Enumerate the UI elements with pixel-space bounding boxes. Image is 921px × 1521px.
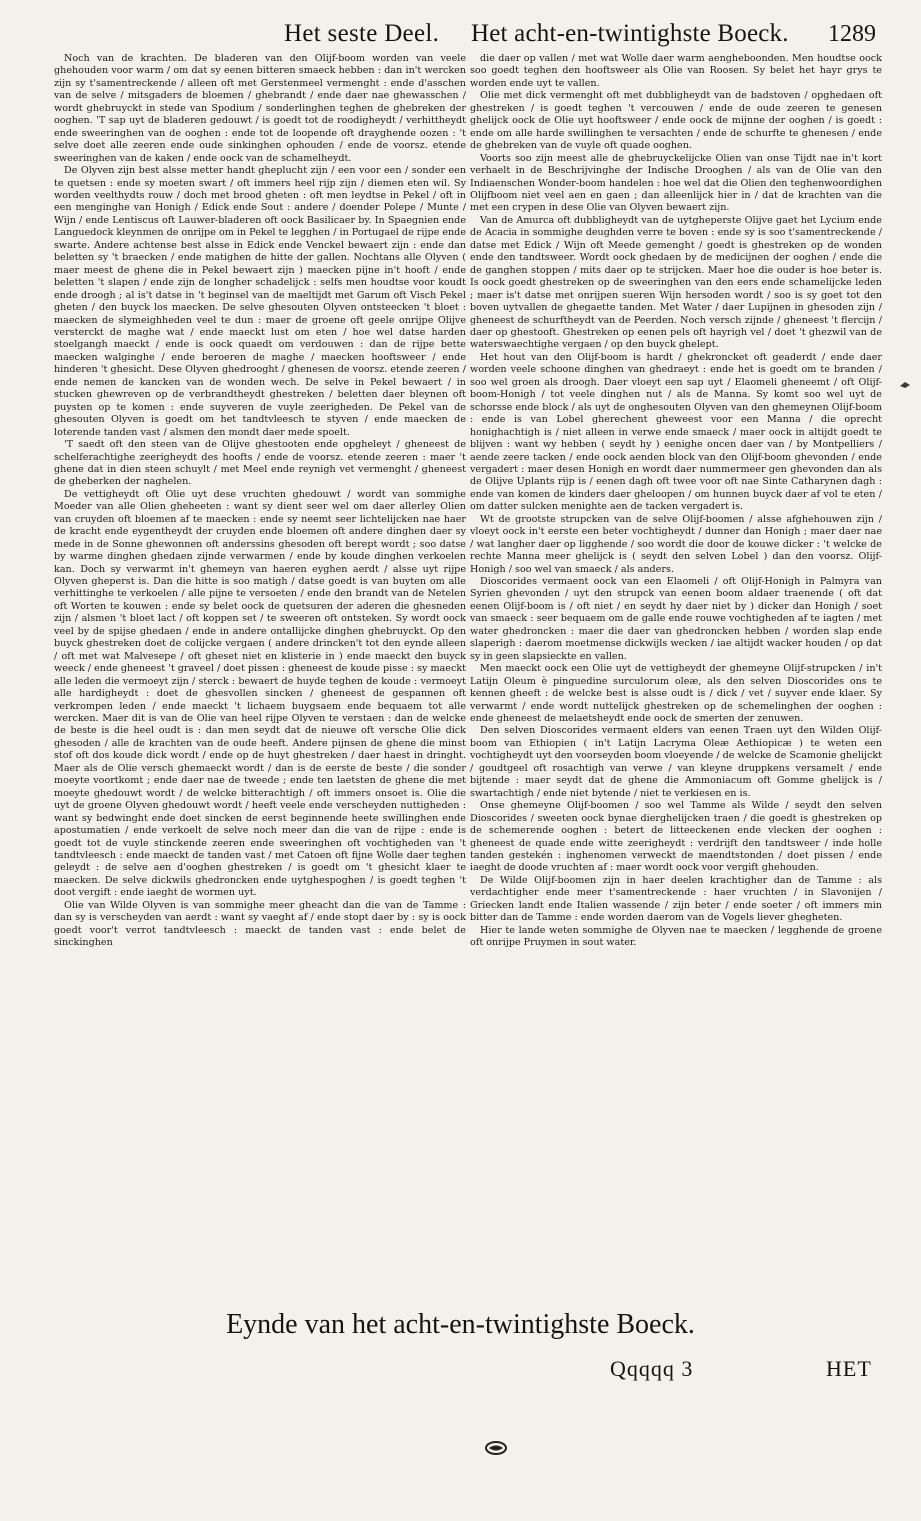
paragraph: Olie met dick vermenght oft met dubbligheydt van de badstoven / opghedaen oft ghestreken / is goedt teghen 't vercouwen / ende de oude zeeren te genesen ghelijck oock de Olie uyt hooftsweer / ende oock de mijnne der ooghen / is goedt : ende om alle harde swillinghen te versachten / ende de schurfte te ghenesen / ende de ghebreken van de vuyle oft quade ooghen. xyxy=(470,90,882,152)
margin-ink-mark-icon xyxy=(898,378,912,392)
header-part-title: Het seste Deel. xyxy=(284,20,440,47)
paragraph: Dioscorides vermaent oock van een Elaomeli / oft Olijf-Honigh in Palmyra van Syrien ghevonden / uyt den strupck van eenen boom aldaer traenende ( oft dat eenen Olijf-boom is / oft niet / en seydt hy daer niet by ) dicker dan Honigh / soet van smaeck : seer bequaem om de galle ende rouwe vochtigheden af te iagten / met water ghedroncken : maer die daer van ghedroncken hebben / worden slap ende slaperigh : daerom moetmense dickwijls wecken / iae altijdt wacker houden / op dat sy in geen slapsieckte en vallen. xyxy=(470,576,882,662)
paragraph: Hier te lande weten sommighe de Olyven nae te maecken / legghende de groene oft onrijpe Pruymen in sout water. xyxy=(470,924,882,949)
paragraph: Voorts soo zijn meest alle de ghebruyckelijcke Olien van onse Tijdt nae in't kort verhaelt in de Beschrijvinghe der Indische Drooghen / als van de Olie van den Indiaenschen Wonder-boom handelen : hoe wel dat die Olien den teghenwoordighen Olijfboom niet veel aen en gaen ; dan alleenlijck hier in / dat de krachten van die met een crypen in dese Olie van Olyven bewaert zijn. xyxy=(470,152,882,214)
paragraph: Men maeckt oock een Olie uyt de vettigheydt der ghemeyne Olijf-strupcken / in't Latijn Oleum è pinguedine surculorum oleæ, als den selven Dioscorides ons te kennen gheeft : de welcke best is alsse oudt is / dick / vet / suyver ende klaer. Sy verwarmt / ende wordt nuttelijck ghestreken op de schemelinghen der ooghen : ende gheneest de melaetsheydt ende oock de smerten der zenuwen. xyxy=(470,663,882,725)
paragraph: Noch van de krachten. De bladeren van den Olijf-boom worden van veele ghehouden voor warm / om dat sy eenen bitteren smaeck hebben : dan in't wercken zijn sy t'samentreckende / alleen oft met Gerstenmeel vermenght : ende d'asschen van de selve / mitsgaders de bloemen / ghebrandt / ende daer nae ghewasschen / wordt ghebruyckt in stede van Spodium / sonderlinghen teghen de ghebreken der ooghen. 'T sap uyt de bladeren gedouwt / is goedt tot de roodigheydt / verhittheydt ende sweeringhen van de ooghen : ende tot de loopende oft drayghende oozen : 't selve doet alle zeeren ende oude sinkinghen ophouden / ende de voorsz. etende sweeringhen van de kaken / ende oock van de schamelheydt. xyxy=(54,53,466,164)
paragraph: De Olyven zijn best alsse metter handt gheplucht zijn / een voor een / sonder een te quetsen : ende sy moeten swart / oft immers heel rijp zijn / diemen eten wil. Sy worden veelthydts rouw / doch met brood gheten : oft men leydtse in Pekel / oft in een menginghe van Honigh / Edick ende Sout : andere / doender Polepe / Munte / Wijn / ende Lentiscus oft Lauwer-bladeren oft oock Basilicaer by. In Spaegnien ende Languedock kleynmen de onrijpe om in Pekel te legghen / in Portugael de rijpe ende swarte. Andere achtense best alsse in Edick ende Venckel bewaert zijn : ende dan beletten sy 't braecken / ende matighen de hitte der gallen. Nochtans alle Olyven ( maer meest de ghene die in Pekel bewaert zijn ) maecken pijne in't hooft / ende beletten 't slapen / ende zijn de longher schadelijck : selfs men houdtse voor koudt ende droogh ; al is't datse in 't beginsel van de maeltijdt met Garum oft Visch Pekel gheten / den buyck los maecken. De selve ghesouten Olyven ontsteecken 't bloet : maecken de slymeighheden veel te dun : maer de groene oft geele onrijpe Olijve versterckt de maghe wat / ende maeckt lust om eten / hoe wel datse harden stoelgangh maeckt / ende is oock quaedt om verdouwen : dan de rijpe bette maecken walginghe / ende beroeren de maghe / maecken hooftsweer / ende hinderen 't ghesicht. Dese Olyven ghedrooght / ghenesen de voorsz. etende zeeren / ende nemen de kancken van de wonden wech. De selve in Pekel bewaert / in stucken ghewreven op de verbrandtheydt ghestreken / beletten daer bleynen oft puysten op te komen : ende suyveren de vuyle zeerigheden. De Pekel van de ghesouten Olyven is goedt om het tandtvleesch te styven / ende maecken de loterende tanden vast / alsmen den mondt daer mede spoelt. xyxy=(54,165,466,438)
running-header xyxy=(54,18,876,50)
ornament-icon xyxy=(484,1440,508,1456)
end-of-book-title: Eynde van het acht-en-twintighste Boeck. xyxy=(226,1309,695,1340)
right-text-column xyxy=(470,53,882,1236)
catchword: HET xyxy=(826,1356,872,1381)
header-book-title: Het acht-en-twintighste Boeck. xyxy=(471,20,789,47)
paragraph: De vettigheydt oft Olie uyt dese vruchten ghedouwt / wordt van sommighe Moeder van alle Olien gheheeten : want sy dient seer wel om daer allerley Olien van cruyden oft bloemen af te maecken : ende sy neemt seer lichtelijcken nae haer de kracht ende eygentheydt der cruyden ende bloemen oft andere dinghen daer sy mede in de Sonne ghewonnen oft anderssins ghesoden oft berept wordt ; soo datse by warme dinghen ghedaen zijnde verwarmen / ende by koude dinghen verkoelen kan. Doch sy verwarmt in't ghemeyn van haeren eyghen aerdt / alsse uyt rijpe Olyven gheperst is. Dan die hitte is soo matigh / datse goedt is van buyten om alle verhittinghe te verkoelen / alle pijne te versoeten / ende den brandt van de Netelen oft Worten te kouwen : ende sy belet oock de quetsuren der aderen die ghesneden zijn / alsmen 't bloet lact / oft koppen set / te sweeren oft ontsteken. Sy wordt oock veel by de spijse ghedaen / ende in andere ontallijcke dinghen ghebruyckt. Op den buyck ghestreken doet de colijcke vergaen ( andere drincken't tot den eynde alleen / oft met wat Malvesepe / oft gheset niet en klisterie in ) ende maeckt den buyck weeck / ende gheneest 't graveel / doet pissen : gheneest de koude pisse : sy maeckt alle leden die vermoeyt zijn / sterck : bewaert de huyde teghen de koude : vermoeyt alle hardigheydt : doet de ghesvollen sincken / gheneest de gespannen oft verkrompen leden / ende maeckt 't lichaem buygsaem ende bequaem tot alle wercken. Maer dit is van de Olie van heel rijpe Olyven te verstaen : dan de welcke de beste is die heel oudt is : dan men seydt dat de nieuwe oft versche Olie dick ghesoden / alle de krachten van de oude heeft. Andere pijnsen de ghene die minst stof oft dos koude dick wordt / ende op de huyt ghestreken / daer haest in dringht. Maer als de Olie versch ghemaeckt wordt / dan is de eerste de beste / die sonder moeyte voortkomt ; ende daer nae de tweede ; ende ten laetsten de ghene die met moeyte ghedouwt wordt / de welcke bitterachtigh / oft immers onsoet is. Olie die uyt de groene Olyven ghedouwt wordt / heeft veele ende verscheyden nuttigheden : want sy bedwinght ende doet sincken de eerst beginnende heete swillinghen ende apostumatien / ende verkoelt de selve noch meer dan die van de rijpe : ende is goedt tot de vuyle stinckende zeeren ende sweeringhen oft vochtigheden van 't tandtvleesch : ende maeckt de tanden vast / met Catoen oft fijne Wolle daer teghen geleydt : de selve aen d'ooghen ghestreken / is goedt om 't ghesicht klaer te maecken. De selve dickwils ghedroncken ende uytghespoghen / is goedt teghen 't doot vergift : ende iaeght de wormen uyt. xyxy=(54,488,466,899)
paragraph: De Wilde Olijf-boomen zijn in haer deelen krachtigher dan de Tamme : als verdachtigher ende meer t'samentreckende : haer vruchten / in Slavonijen / Griecken landt ende Italien wassende / zijn beter / ende soeter / oft immers min bitter dan de Tamme : ende worden daerom van de Vogels liever ghegheten. xyxy=(470,874,882,924)
paragraph: Den selven Dioscorides vermaent elders van eenen Traen uyt den Wilden Olijf-boom van Ethiopien ( in't Latijn Lacryma Oleæ Aethiopicæ ) te weten een vochtigheydt uyt den voorseyden boom vloeyende / de welcke de Scamonie ghelijckt / goudtgeel oft rosachtigh van verwe / van kleyne druppkens versamelt / ende bijtende : maer seydt dat de ghene die Ammoniacum oft Gomme ghelijck is / swartachtigh / ende niet bytende / niet te verkiesen en is. xyxy=(470,725,882,799)
left-text-column xyxy=(54,53,466,1286)
paragraph: Van de Amurca oft dubbligheydt van de uytgheperste Olijve gaet het Lycium ende de Acacia in sommighe deughden verre te boven : ende sy is soo t'samentreckende / datse met Edick / Wijn oft Meede gemenght / goedt is ghestreken op de wonden ende den tandtsweer. Wordt oock ghedaen by de medicijnen der ooghen / ende die de ganghen stoppen / mits daer op te strijcken. Maer hoe die ouder is hoe beter is. Is oock goedt ghestreken op de sweeringhen van den eers ende schamelijcke leden ; maer is't datse met onrijpen sueren Wijn hersoden wordt / soo is sy goet tot den boven uytvallen de ghegaette tanden. Met Water / daer Lupijnen in ghesoden zijn / gheneest de schurftheydt van de Peerden. Noch versch zijnde / gheneest 't flercijn / daer op ghestooft. Ghestreken op eenen pels oft hayrigh vel / doet 't ghezwil van de waterswaechtighe vergaen / op den buyck ghelept. xyxy=(470,214,882,351)
paragraph: 'T saedt oft den steen van de Olijve ghestooten ende opgheleyt / gheneest de schelferachtighe zeerigheydt des hoofts / ende de voorsz. etende zeeren : maer 't ghene dat in dien steen schuylt / met Meel ende reynigh vet vermenght / gheneest de gheberken der naghelen. xyxy=(54,439,466,488)
paragraph: Het hout van den Olijf-boom is hardt / ghekroncket oft geaderdt / ende daer worden veele schoone dinghen van ghedraeyt : ende het is goedt om te branden / soo wel groen als droogh. Daer vloeyt een sap uyt / Elaomeli gheneemt / oft Olijf-boom-Honigh / tot veele dinghen nut / als de Manna. Sy komt soo wel uyt de schorsse ende block / als uyt de onghesouten Olyven van den ghemeynen Olijf-boom : ende is van Lobel gherechent gheweest voor een Manna / die oprecht honighachtigh is / niet alleen in verwe ende smaeck / maer oock in altijdt goedt te blijven : want wy hebben ( seydt hy ) eenighe oncen daer van / by Montpelliers / aende zeere tacken / ende oock aenden block van den Olijf-boom ghevonden / ende vergadert : maer desen Honigh en wordt daer nummermeer gen ghevonden dan als de Olijve Uplants rijp is / eenen dagh oft twee voor oft nae Sinte Catharynen dagh : ende van komen de kinders daer gheloopen / om hunnen buyck daer af vol te eten / om datter sulcken menighte aen de tacken vergadert is. xyxy=(470,351,882,513)
paragraph: Wt de grootste strupcken van de selve Olijf-boomen / alsse afghehouwen zijn / vloeyt oock in't eerste een beter vochtigheydt / dunner dan Honigh ; maer daer nae / wat langher daer op ligghende / soo wordt die door de kouwe dicker : 't welcke de rechte Manna meer ghelijck is ( seydt den selven Lobel ) dan den voorsz. Olijf-Honigh / soo wel van smaeck / als anders. xyxy=(470,513,882,575)
signature-mark: Qqqqq 3 xyxy=(610,1356,694,1381)
page-number: 1289 xyxy=(828,21,876,47)
paragraph: die daer op vallen / met wat Wolle daer warm aengheboonden. Men houdtse oock soo goedt teghen den hooftsweer als Olie van Roosen. Sy belet het hayr grys te worden ende uyt te vallen. xyxy=(470,53,882,89)
paragraph: Olie van Wilde Olyven is van sommighe meer gheacht dan die van de Tamme : dan sy is verscheyden van aerdt : want sy vaeght af / ende stopt daer by : sy is oock goedt voor't verrot tandtvleesch : maeckt de tanden vast : ende belet de sinckinghen xyxy=(54,899,466,949)
paragraph: Onse ghemeyne Olijf-boomen / soo wel Tamme als Wilde / seydt den selven Dioscorides / sweeten oock bynae dierghelijcken traen / die goedt is ghestreken op de schemerende ooghen : betert de litteeckenen ende vlecken der ooghen : gheneest de quade ende witte zeerigheydt : verdrijft den tandtsweer / inde holle tanden gestekén : inghenomen verweckt de maendtstonden / doet pissen / ende iaeght de doode vruchten af : maer wordt oock voor vergift ghehouden. xyxy=(470,800,882,874)
